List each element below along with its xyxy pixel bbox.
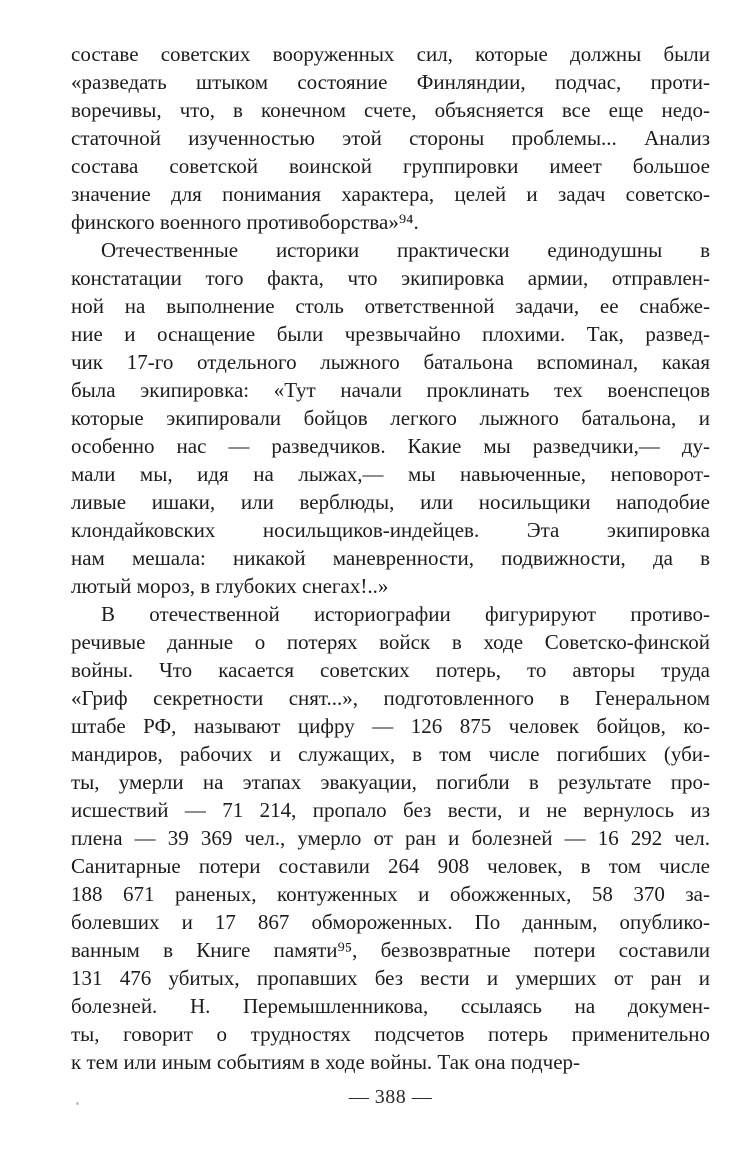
text-line: чик 17-го отдельного лыжного батальона вспоминал, какая bbox=[71, 350, 710, 374]
text-line: ливые ишаки, или верблюды, или носильщики наподобие bbox=[71, 490, 710, 514]
text-line: ты, говорит о трудностях подсчетов потерь применительно bbox=[71, 1022, 710, 1046]
page-number: — 388 — bbox=[348, 1086, 433, 1108]
text-line: к тем или иным событиям в ходе войны. Так она подчер- bbox=[71, 1050, 581, 1074]
text-line: «разведать штыком состояние Финляндии, подчас, проти- bbox=[71, 70, 710, 94]
text-line: статочной изученностью этой стороны проблемы... Анализ bbox=[71, 126, 710, 150]
text-line: лютый мороз, в глубоких снегах!..» bbox=[71, 574, 389, 598]
text-line: плена — 39 369 чел., умерло от ран и болезней — 16 292 чел. bbox=[71, 826, 710, 850]
text-line: 131 476 убитых, пропавших без вести и умерших от ран и bbox=[71, 966, 710, 990]
text-line: В отечественной историографии фигурируют противо- bbox=[101, 602, 710, 626]
text-line: состава советской воинской группировки имеет большое bbox=[71, 154, 710, 178]
text-line: речивые данные о потерях войск в ходе Советско-финской bbox=[71, 630, 710, 654]
text-line: ванным в Книге памяти⁹⁵, безвозвратные потери составили bbox=[71, 938, 710, 962]
text-line: мали мы, идя на лыжах,— мы навьюченные, неповорот- bbox=[71, 462, 710, 486]
paragraph bbox=[71, 600, 710, 1076]
paragraph bbox=[71, 40, 710, 236]
text-line: финского военного противоборства»⁹⁴. bbox=[71, 210, 419, 234]
text-line: войны. Что касается советских потерь, то авторы труда bbox=[71, 658, 710, 682]
text-line: была экипировка: «Тут начали проклинать тех военспецов bbox=[71, 378, 710, 402]
text-line: клондайковских носильщиков-индейцев. Эта экипировка bbox=[71, 518, 710, 542]
text-column bbox=[71, 40, 710, 1076]
text-line: особенно нас — разведчиков. Какие мы разведчики,— ду- bbox=[71, 434, 710, 458]
text-line: мандиров, рабочих и служащих, в том числе погибших (уби- bbox=[71, 742, 710, 766]
paragraph bbox=[71, 236, 710, 600]
text-line: Отечественные историки практически единодушны в bbox=[101, 238, 710, 262]
text-line: «Гриф секретности снят...», подготовленного в Генеральном bbox=[71, 686, 710, 710]
text-line: болезней. Н. Перемышленникова, ссылаясь на докумен- bbox=[71, 994, 710, 1018]
text-line: штабе РФ, называют цифру — 126 875 человек бойцов, ко- bbox=[71, 714, 710, 738]
text-line: 188 671 раненых, контуженных и обожженных, 58 370 за- bbox=[71, 882, 710, 906]
text-line: ной на выполнение столь ответственной задачи, ее снабже- bbox=[71, 294, 710, 318]
text-line: значение для понимания характера, целей и задач советско- bbox=[71, 182, 710, 206]
text-line: воречивы, что, в конечном счете, объясняется все еще недо- bbox=[71, 98, 710, 122]
text-line: составе советских вооруженных сил, которые должны были bbox=[71, 42, 710, 66]
text-line: которые экипировали бойцов легкого лыжного батальона, и bbox=[71, 406, 710, 430]
text-line: нам мешала: никакой маневренности, подвижности, да в bbox=[71, 546, 710, 570]
text-line: Санитарные потери составили 264 908 человек, в том числе bbox=[71, 854, 710, 878]
text-line: ние и оснащение были чрезвычайно плохими. Так, развед- bbox=[71, 322, 710, 346]
text-line: ты, умерли на этапах эвакуации, погибли в результате про- bbox=[71, 770, 710, 794]
text-line: исшествий — 71 214, пропало без вести, и не вернулось из bbox=[71, 798, 710, 822]
text-line: констатации того факта, что экипировка армии, отправлен- bbox=[71, 266, 710, 290]
print-speck bbox=[76, 1102, 79, 1105]
text-line: болевших и 17 867 обмороженных. По данным, опублико- bbox=[71, 910, 710, 934]
